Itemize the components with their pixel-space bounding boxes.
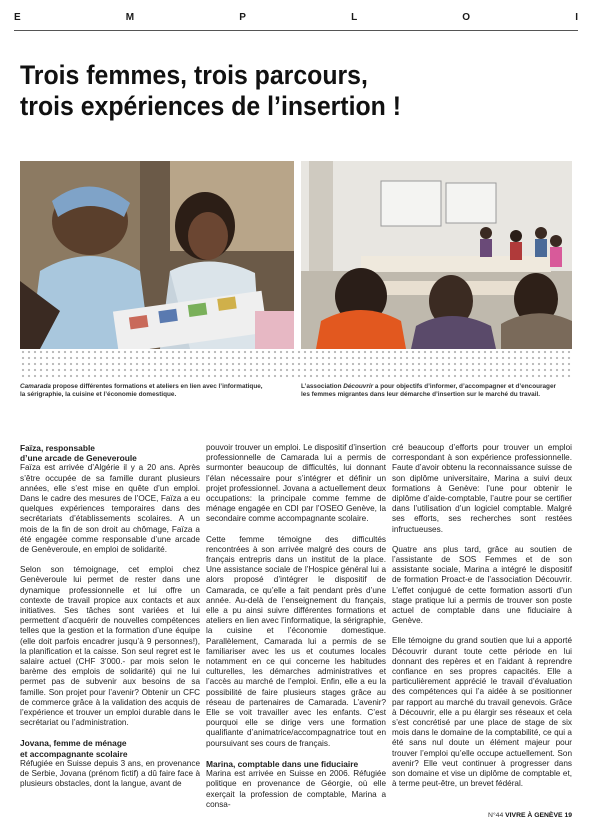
photo-workshop: [20, 161, 294, 349]
caption-org: Découvrir: [343, 383, 374, 390]
caption-text: a pour objectifs d’informer, d’accompagner et d’encourager: [373, 383, 556, 390]
subheading: Jovana, femme de ménage: [20, 738, 127, 749]
caption-right: [301, 383, 573, 399]
paragraph: cré beaucoup d’efforts pour trouver un emploi correspondant à son expérience professionnelle. Faute d’avoir obtenu la reconnaissance suisse de son diplôme universitaire, Marina a suivi deux formations à Genève: l’une pour obtenir le diplôme d’aide-comptable, l’autre pour se certifier dans l’utilisation d’un logiciel comptable. Malgré ses efforts, ses recherches sont restées infructueuses.: [392, 443, 572, 534]
subheading: et accompagnante scolaire: [20, 748, 128, 759]
paragraph: Quatre ans plus tard, grâce au soutien de l’assistante de SOS Femmes et de son assistante sociale, Marina a intégré le dispositif de formation Proact-e de l’association Découvrir. L’effet conjugué de cette formation assorti d’un stage pratique lui a permis de trouver son poste actuel de comptable dans une fiduciaire à Genève.: [392, 544, 572, 626]
dot-pattern: [20, 349, 572, 379]
caption-org: Camarada: [20, 383, 51, 390]
page-footer: [488, 812, 572, 819]
paragraph: Elle témoigne du grand soutien que lui a apporté Découvrir durant toute cette période en lui donnant des repères et en l’aidant à reprendre confiance en ses propres capacités. Elle a particulièrement apprécié le travail d’évaluation des compétences qui l’a aidée à se positionner par rapport au marché du travail genevois. Grâce à Découvrir, elle a pu élargir ses réseaux et cela s’est concrétisé par une place de stage de six mois dans le domaine de la comptabilité, ce qui a été sans nul doute un élément majeur pour trouver l’emploi qu’elle occupe actuellement. Son avenir? Elle veut continuer à progresser dans son domaine et vise un diplôme de comptable et, à terme peut-être, un brevet fédéral.: [392, 636, 572, 789]
caption-text: les femmes migrantes dans leur démarche d’insertion sur le marché du travail.: [301, 391, 541, 398]
caption-left: [20, 383, 295, 399]
subheading: d’une arcade de Geneveroule: [20, 453, 137, 464]
column-1: [20, 443, 200, 800]
article-title: [20, 60, 535, 122]
subheading: Marina, comptable dans une fiduciaire: [206, 758, 359, 769]
header-letter: E: [14, 12, 21, 23]
header-rule: [14, 30, 578, 31]
column-2: [206, 443, 386, 820]
paragraph: Réfugiée en Suisse depuis 3 ans, en provenance de Serbie, Jovana (prénom fictif) a dû faire face à plusieurs obstacles, dont la langue, avant de: [20, 758, 200, 789]
caption-text: propose différentes formations et ateliers en lien avec l’informatique,: [50, 383, 263, 390]
column-3: [392, 443, 572, 800]
photo-classroom: [301, 161, 572, 349]
title-line: Trois femmes, trois parcours,: [20, 60, 368, 90]
header-letter: O: [462, 12, 471, 23]
paragraph: pouvoir trouver un emploi. Le dispositif d’insertion professionnelle de Camarada lui a permis de surmonter beaucoup de difficultés, lui donnant l’élan nécessaire pour s’intégrer et définir un projet professionnel. Jovana a actuellement deux occupations: la principale comme femme de ménage engagée en CDI par l’OSEO Genève, la secondaire comme accompagnante scolaire.: [206, 443, 386, 524]
paragraph: Selon son témoignage, cet emploi chez Genèveroule lui permet de rester dans une dynamique professionnelle et lui offre un contexte de travail propice aux contacts et aux initiatives. Ses tâches sont variées et lui permettent d’acquérir de nouvelles compétences telles que la gestion et la formation d’une équipe (elle doit parfois encadrer jusqu’à 9 personnes!), la planification et la caisse. Son seul regret est le salaire actuel (CHF 3’000.- par mois selon le barème des emplois de solidarité) qui ne lui permet pas de subvenir aux besoins de sa famille. Son projet pour l’avenir? Obtenir un CFC de commerce grâce à la validation des acquis de l’expérience et trouver un emploi durable dans le secrétariat ou l’administration.: [20, 565, 200, 728]
page-number: 19: [564, 812, 572, 819]
subheading: Faïza, responsable: [20, 443, 95, 453]
caption-text: L’association: [301, 383, 344, 390]
header-letter: P: [239, 12, 246, 23]
paragraph: Faïza est arrivée d’Algérie il y a 20 ans. Après s’être occupée de sa famille durant plusieurs années, elle s’est mise en quête d’un emploi. Dans le cadre des mesures de l’OCE, Faïza a eu quelques expériences temporaires dans des secrétariats d’établissements scolaires. A un mois de la fin de son droit au chômage, Faïza a été engagée comme responsable d’une arcade de Genèveroule, en emploi de solidarité.: [20, 463, 200, 555]
header-letter: I: [575, 12, 578, 23]
section-header: [14, 12, 578, 26]
magazine-name: VIVRE À GENÈVE: [505, 812, 563, 819]
paragraph: Cette femme témoigne des difficultés rencontrées à son arrivée malgré des cours de français entrepris dans un institut de la place. Une assistance sociale de l’Hospice général lui a alors proposé d’intégrer le dispositif de Camarada, ce qu’elle a fait pendant près d’une année. Au-delà de l’enseignement du français, elle a pu ainsi suivre différentes formations et ateliers en lien avec l’informatique, la sérigraphie, la cuisine et l’économie domestique. Parallèlement, Camarada lui a permis de se familiariser avec les us et coutumes locales notamment en ce qui concerne les habitudes culturelles, les démarches administratives et l’accès au marché de l’emploi. Enfin, elle a eu la possibilité de faire plusieurs stages grâce au réseau de partenaires de Camarada. L’avenir? Elle se voit travailler avec les enfants. C’est pourquoi elle se dirige vers une formation qualifiante d’animatrice/accompagnatrice tout en poursuivant ses cours de français.: [206, 534, 386, 748]
caption-text: la sérigraphie, la cuisine et l’économie domestique.: [20, 391, 177, 398]
title-line: trois expériences de l’insertion !: [20, 91, 402, 121]
header-letter: L: [351, 12, 358, 23]
issue-number: N°44: [488, 812, 506, 819]
paragraph: Marina est arrivée en Suisse en 2006. Réfugiée politique en provenance de Géorgie, où elle exerçait la profession de comptable, Marina a consa-: [206, 769, 386, 809]
header-letter: M: [125, 12, 135, 23]
